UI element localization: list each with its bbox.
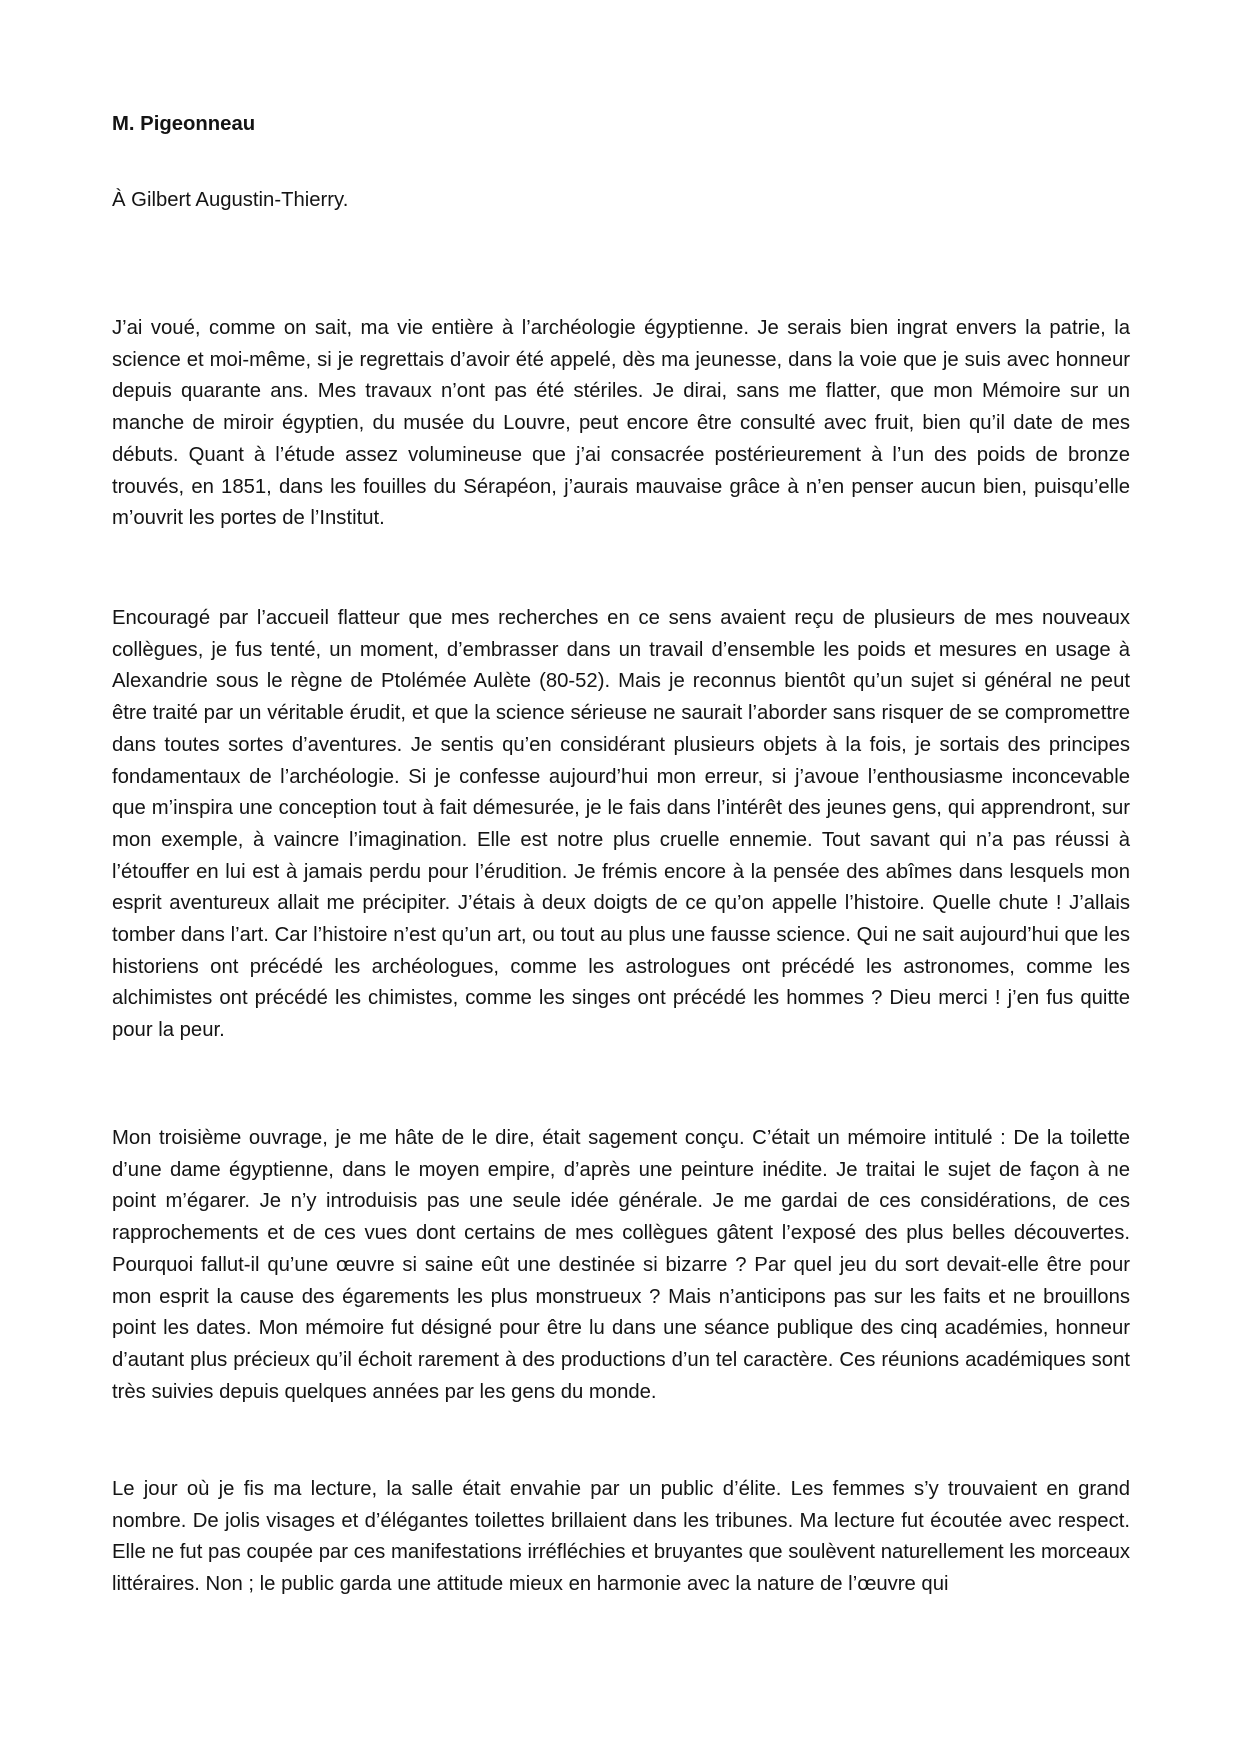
paragraph-2: Encouragé par l’accueil flatteur que mes recherches en ce sens avaient reçu de plusieurs de mes nouveaux collègues, je fus tenté, un moment, d’embrasser dans un travail d’ensemble les poids et mesures en usage à Alexandrie sous le règne de Ptolémée Aulète (80-52). Mais je reconnus bientôt qu’un sujet si général ne peut être traité par un véritable érudit, et que la science sérieuse ne saurait l’aborder sans risquer de se compromettre dans toutes sortes d’aventures. Je sentis qu’en considérant plusieurs objets à la fois, je sortais des principes fondamentaux de l’archéologie. Si je confesse aujourd’hui mon erreur, si j’avoue l’enthousiasme inconcevable que m’inspira une conception tout à fait démesurée, je le fais dans l’intérêt des jeunes gens, qui apprendront, sur mon exemple, à vaincre l’imagination. Elle est notre plus cruelle ennemie. Tout savant qui n’a pas réussi à l’étouffer en lui est à jamais perdu pour l’érudition. Je frémis encore à la pensée des abîmes dans lesquels mon esprit aventureux allait me précipiter. J’étais à deux doigts de ce qu’on appelle l’histoire. Quelle chute ! J’allais tomber dans l’art. Car l’histoire n’est qu’un art, ou tout au plus une fausse science. Qui ne sait aujourd’hui que les historiens ont précédé les archéologues, comme les astrologues ont précédé les astronomes, comme les alchimistes ont précédé les chimistes, comme les singes ont précédé les hommes ? Dieu merci ! j’en fus quitte pour la peur. [112,607,1130,1042]
paragraph-3: Mon troisième ouvrage, je me hâte de le dire, était sagement conçu. C’était un mémoire intitulé : De la toilette d’une dame égyptienne, dans le moyen empire, d’après une peinture inédite. Je traitai le sujet de façon à ne point m’égarer. Je n’y introduisis pas une seule idée générale. Je me gardai de ces considérations, de ces rapprochements et de ces vues dont certains de mes collègues gâtent l’exposé des plus belles découvertes. Pourquoi fallut-il qu’une œuvre si saine eût une destinée si bizarre ? Par quel jeu du sort devait-elle être pour mon esprit la cause des égarements les plus monstrueux ? Mais n’anticipons pas sur les faits et ne brouillons point les dates. Mon mémoire fut désigné pour être lu dans une séance publique des cinq académies, honneur d’autant plus précieux qu’il échoit rarement à des productions d’un tel caractère. Ces réunions académiques sont très suivies depuis quelques années par les gens du monde. [112,1127,1130,1403]
paragraph-4: Le jour où je fis ma lecture, la salle était envahie par un public d’élite. Les femmes s’y trouvaient en grand nombre. De jolis visages et d’élégantes toilettes brillaient dans les tribunes. Ma lecture fut écoutée avec respect. Elle ne fut pas coupée par ces manifestations irréfléchies et bruyantes que soulèvent naturellement les morceaux littéraires. Non ; le public garda une attitude mieux en harmonie avec la nature de l’œuvre qui [112,1478,1130,1596]
dedication: À Gilbert Augustin-Thierry. [112,189,349,211]
paragraph-1: J’ai voué, comme on sait, ma vie entière à l’archéologie égyptienne. Je serais bien ingrat envers la patrie, la science et moi-même, si je regrettais d’avoir été appelé, dès ma jeunesse, dans la voie que je suis avec honneur depuis quarante ans. Mes travaux n’ont pas été stériles. Je dirai, sans me flatter, que mon Mémoire sur un manche de miroir égyptien, du musée du Louvre, peut encore être consulté avec fruit, bien qu’il date de mes débuts. Quant à l’étude assez volumineuse que j’ai consacrée postérieurement à l’un des poids de bronze trouvés, en 1851, dans les fouilles du Sérapéon, j’aurais mauvaise grâce à n’en penser aucun bien, puisqu’elle m’ouvrit les portes de l’Institut. [112,317,1130,530]
page-title: M. Pigeonneau [112,113,256,135]
